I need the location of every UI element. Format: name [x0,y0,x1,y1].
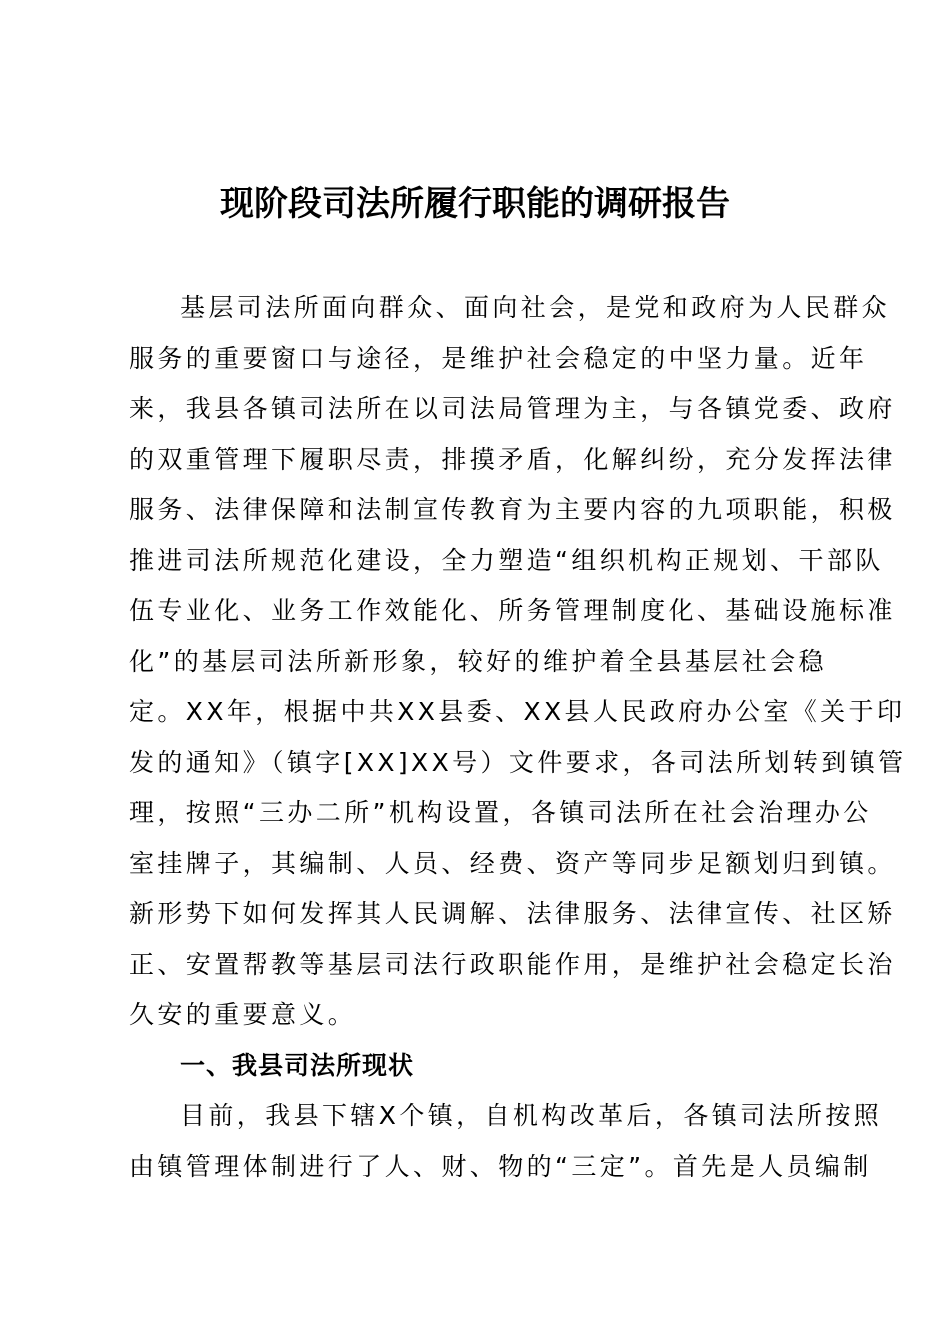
paragraph-line: 化”的基层司法所新形象，较好的维护着全县基层社会稳 [129,646,827,676]
paragraph-line: 理，按照“三办二所”机构设置，各镇司法所在社会治理办公 [129,798,872,827]
paragraph-line: 由镇管理体制进行了人、财、物的“三定”。首先是人员编制 [129,1151,872,1181]
document-body [129,283,907,1192]
paragraph-line: 新形势下如何发挥其人民调解、法律服务、法律宣传、社区矫 [129,899,896,928]
paragraph-line: 服务的重要窗口与途径，是维护社会稳定的中坚力量。近年 [129,343,868,373]
paragraph-line: 目前，我县下辖X个镇，自机构改革后，各镇司法所按照 [180,1101,883,1130]
section-heading: 一、我县司法所现状 [180,1050,415,1080]
paragraph-line: 来，我县各镇司法所在以司法局管理为主，与各镇党委、政府 [129,394,896,423]
paragraph-line: 久安的重要意义。 [129,1000,357,1029]
document-title: 现阶段司法所履行职能的调研报告 [220,184,730,224]
paragraph-line: 的双重管理下履职尽责，排摸矛盾，化解纠纷，充分发挥法律 [129,444,896,474]
paragraph-line: 正、安置帮教等基层司法行政职能作用，是维护社会稳定长治 [129,949,896,979]
paragraph-line: 定。XX年，根据中共XX县委、XX县人民政府办公室《关于印 [129,697,906,726]
paragraph-line: 伍专业化、业务工作效能化、所务管理制度化、基础设施标准 [129,596,896,625]
paragraph-line: 基层司法所面向群众、面向社会，是党和政府为人民群众 [180,293,891,322]
paragraph-line: 服务、法律保障和法制宣传教育为主要内容的九项职能，积极 [129,495,896,524]
paragraph-line: 推进司法所规范化建设，全力塑造“组织机构正规划、干部队 [129,545,884,575]
paragraph-line: 室挂牌子，其编制、人员、经费、资产等同步足额划归到镇。 [129,848,896,878]
paragraph-line: 发的通知》（镇字[XX]XX号）文件要求，各司法所划转到镇管 [129,747,907,777]
